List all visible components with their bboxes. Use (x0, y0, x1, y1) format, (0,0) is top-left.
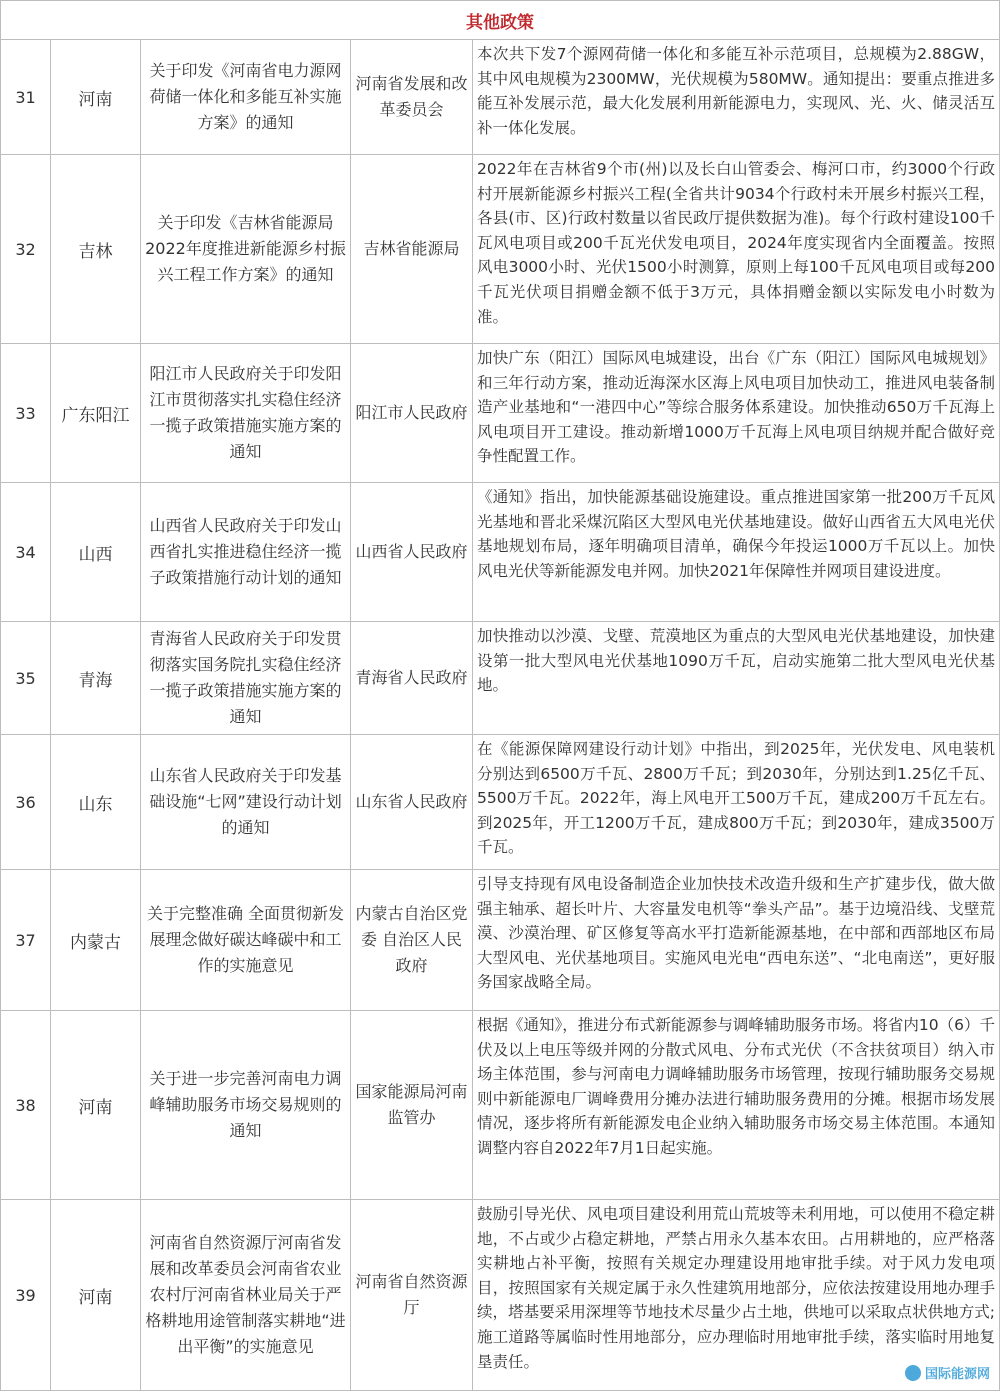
row-province: 山西 (51, 483, 141, 622)
row-content-cell (473, 735, 1000, 870)
row-province: 河南 (51, 40, 141, 155)
row-content: 根据《通知》，推进分布式新能源参与调峰辅助服务市场。将省内10（6）千伏及以上电压等级并网的分散式风电、分布式光伏（不含扶贫项目）纳入市场主体范围，参与河南电力调峰辅助服务市场管理，按现行辅助服务交易规则中新能源电厂调峰费用分摊办法进行辅助服务费用的分摊。根据市场发展情况，逐步将所有新能源发电企业纳入辅助服务市场交易主体范围。本通知调整内容自2022年7月1日起实施。 (477, 1016, 996, 1157)
table-row (1, 735, 1000, 870)
row-content: 鼓励引导光伏、风电项目建设利用荒山荒坡等未利用地，可以使用不稳定耕地，不占或少占稳定耕地，严禁占用永久基本农田。占用耕地的，应严格落实耕地占补平衡，按照有关规定办理建设用地审批手续。对于风力发电项目，按照国家有关规定属于永久性建筑用地部分，应依法按建设用地办理手续，塔基要采用深埋等节地技术尽量少占土地，供地可以采取点状供地方式;施工道路等属临时性用地部分，应办理临时用地审批手续，落实临时用地复垦责任。 (477, 1205, 996, 1371)
row-title: 山西省人民政府关于印发山西省扎实推进稳住经济一揽子政策措施行动计划的通知 (141, 483, 351, 622)
row-province: 青海 (51, 622, 141, 735)
row-content-cell (473, 622, 1000, 735)
table-row (1, 1200, 1000, 1391)
row-issuer: 内蒙古自治区党委 自治区人民政府 (351, 870, 473, 1011)
row-province: 广东阳江 (51, 344, 141, 483)
row-title: 关于完整准确 全面贯彻新发展理念做好碳达峰碳中和工作的实施意见 (141, 870, 351, 1011)
row-content-cell (473, 870, 1000, 1011)
table-row (1, 344, 1000, 483)
row-content: 2022年在吉林省9个市(州)以及长白山管委会、梅河口市，约3000个行政村开展新能源乡村振兴工程(全省共计9034个行政村未开展乡村振兴工程，各县(市、区)行政村数量以省民政厅提供数据为准)。每个行政村建设100千瓦风电项目或200千瓦光伏发电项目，2024年度实现省内全面覆盖。按照风电3000小时、光伏1500小时测算，原则上每100千瓦风电项目或每200千瓦光伏项目捐赠金额不低于3万元，具体捐赠金额以实际发电小时数为准。 (477, 160, 996, 326)
row-content: 《通知》指出，加快能源基础设施建设。重点推进国家第一批200万千瓦风光基地和晋北采煤沉陷区大型风电光伏基地建设。做好山西省五大风电光伏基地规划布局，逐年明确项目清单，确保今年投运1000万千瓦以上。加快风电光伏等新能源发电并网。加快2021年保障性并网项目建设进度。 (477, 488, 996, 580)
row-title: 关于进一步完善河南电力调峰辅助服务市场交易规则的通知 (141, 1011, 351, 1200)
row-province: 吉林 (51, 155, 141, 344)
watermark-logo-icon (905, 1365, 921, 1381)
row-province: 内蒙古 (51, 870, 141, 1011)
row-index: 37 (1, 870, 51, 1011)
row-issuer: 河南省自然资源厅 (351, 1200, 473, 1391)
row-index: 36 (1, 735, 51, 870)
row-content-cell (473, 483, 1000, 622)
row-content: 引导支持现有风电设备制造企业加快技术改造升级和生产扩建步伐，做大做强主轴承、超长叶片、大容量发电机等“拳头产品”。基于边境沿线、戈壁荒漠、沙漠治理、矿区修复等高水平打造新能源基地，在中部和西部地区布局大型风电、光伏基地项目。实施风电光电“西电东送”、“北电南送”，更好服务国家战略全局。 (477, 875, 996, 992)
row-content: 加快广东（阳江）国际风电城建设，出台《广东（阳江）国际风电城规划》和三年行动方案，推动近海深水区海上风电项目加快动工，推进风电装备制造产业基地和“一港四中心”等综合服务体系建设。加快推动650万千瓦海上风电项目开工建设。推动新增1000万千瓦海上风电项目纳规并配合做好竞争性配置工作。 (477, 349, 996, 466)
table-row (1, 622, 1000, 735)
row-issuer: 吉林省能源局 (351, 155, 473, 344)
table-row (1, 483, 1000, 622)
row-issuer: 河南省发展和改革委员会 (351, 40, 473, 155)
row-content-cell (473, 344, 1000, 483)
row-index: 33 (1, 344, 51, 483)
row-province: 河南 (51, 1200, 141, 1391)
row-title: 山东省人民政府关于印发基础设施“七网”建设行动计划的通知 (141, 735, 351, 870)
row-content: 在《能源保障网建设行动计划》中指出，到2025年，光伏发电、风电装机分别达到6500万千瓦、2800万千瓦；到2030年，分别达到1.25亿千瓦、5500万千瓦。2022年，海上风电开工500万千瓦，建成200万千瓦左右。到2025年，开工1200万千瓦，建成800万千瓦；到2030年，建成3500万千瓦。 (477, 740, 996, 857)
watermark (905, 1363, 990, 1382)
row-title: 关于印发《河南省电力源网荷储一体化和多能互补实施方案》的通知 (141, 40, 351, 155)
watermark-text: 国际能源网 (924, 1367, 990, 1382)
row-index: 35 (1, 622, 51, 735)
row-content: 加快推动以沙漠、戈壁、荒漠地区为重点的大型风电光伏基地建设，加快建设第一批大型风电光伏基地1090万千瓦，启动实施第二批大型风电光伏基地。 (477, 627, 996, 695)
row-content-cell (473, 40, 1000, 155)
row-province: 河南 (51, 1011, 141, 1200)
row-province: 山东 (51, 735, 141, 870)
row-issuer: 山西省人民政府 (351, 483, 473, 622)
row-index: 31 (1, 40, 51, 155)
row-issuer: 山东省人民政府 (351, 735, 473, 870)
table-row (1, 870, 1000, 1011)
row-index: 32 (1, 155, 51, 344)
row-content-cell (473, 1200, 1000, 1391)
row-issuer: 青海省人民政府 (351, 622, 473, 735)
table-header-row (1, 1, 1000, 40)
row-title: 阳江市人民政府关于印发阳江市贯彻落实扎实稳住经济一揽子政策措施实施方案的通知 (141, 344, 351, 483)
row-content: 本次共下发7个源网荷储一体化和多能互补示范项目，总规模为2.88GW，其中风电规模为2300MW，光伏规模为580MW。通知提出：要重点推进多能互补发展示范，最大化发展利用新能源电力，实现风、光、火、储灵活互补一体化发展。 (477, 45, 996, 137)
table-row (1, 40, 1000, 155)
row-issuer: 国家能源局河南监管办 (351, 1011, 473, 1200)
row-title: 关于印发《吉林省能源局2022年度推进新能源乡村振兴工程工作方案》的通知 (141, 155, 351, 344)
table-row (1, 155, 1000, 344)
table-row (1, 1011, 1000, 1200)
row-index: 39 (1, 1200, 51, 1391)
table-title: 其他政策 (1, 1, 1000, 40)
row-title: 河南省自然资源厅河南省发展和改革委员会河南省农业农村厅河南省林业局关于严格耕地用途管制落实耕地“进出平衡”的实施意见 (141, 1200, 351, 1391)
row-index: 34 (1, 483, 51, 622)
row-title: 青海省人民政府关于印发贯彻落实国务院扎实稳住经济一揽子政策措施实施方案的通知 (141, 622, 351, 735)
row-index: 38 (1, 1011, 51, 1200)
row-content-cell (473, 155, 1000, 344)
row-content-cell (473, 1011, 1000, 1200)
row-issuer: 阳江市人民政府 (351, 344, 473, 483)
